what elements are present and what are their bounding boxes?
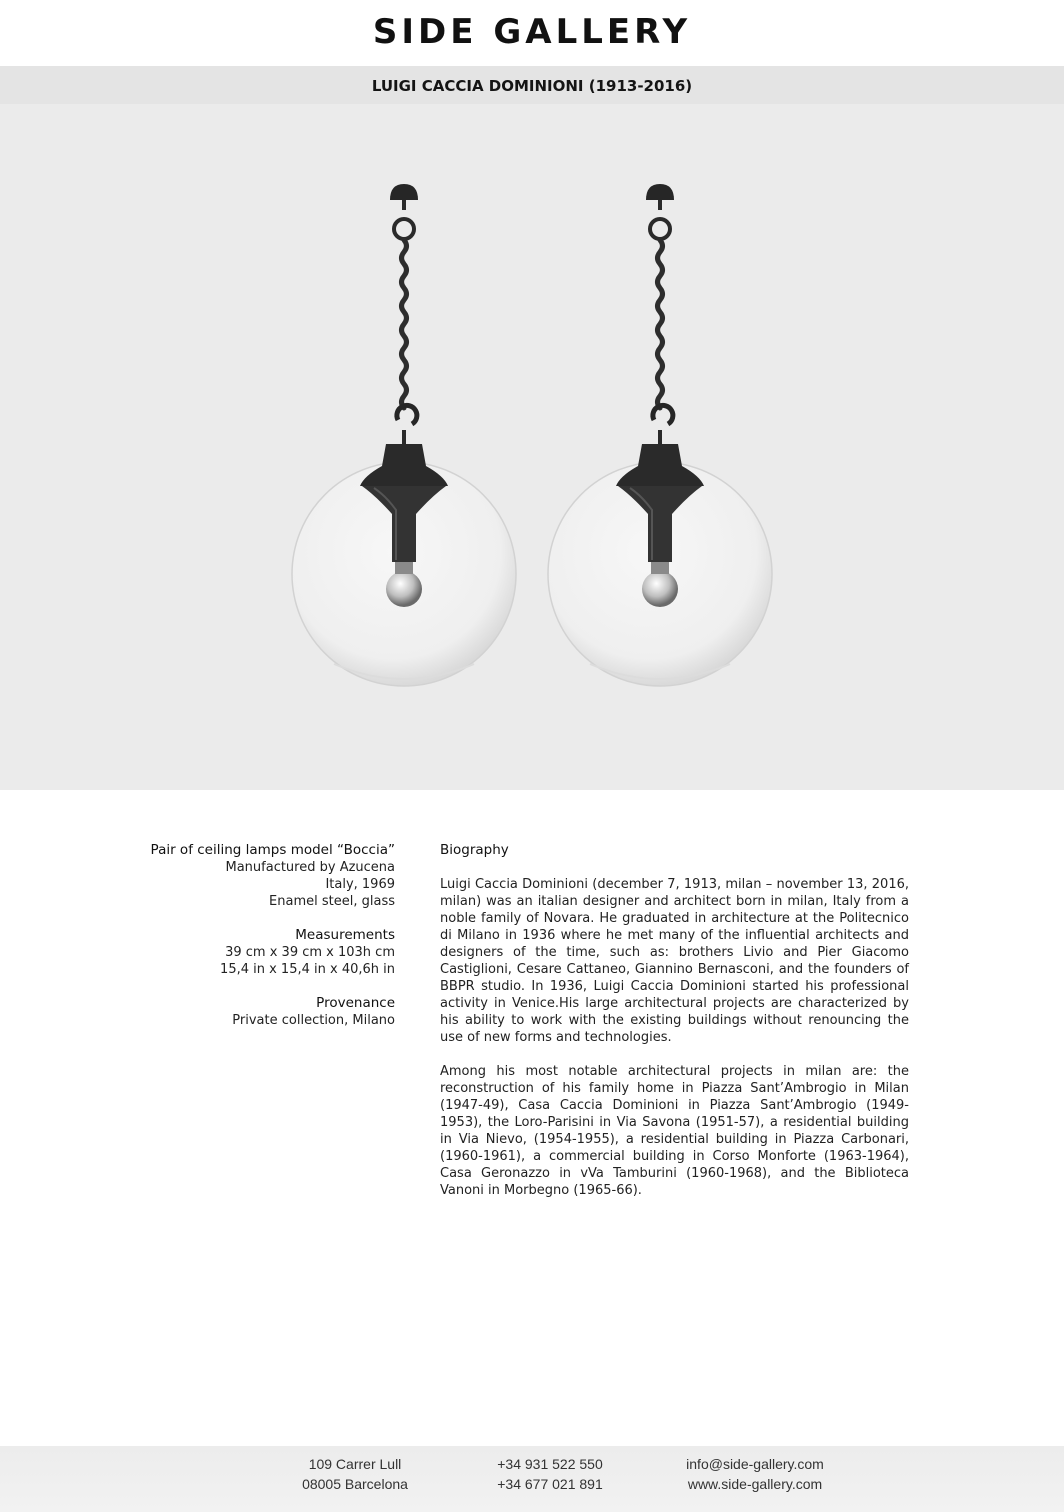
product-info <box>100 842 395 910</box>
measurements <box>100 927 395 978</box>
address-line-1: 109 Carrer Lull <box>308 1456 402 1472</box>
biography-paragraph-1: Luigi Caccia Dominioni (december 7, 1913, milan – november 13, 2016, milan) was an italian designer and architect born in milan, Italy from a noble family of Novara. He graduated in architecture at the Politecnico di Milano in 1936 where he met many of the influential architects and designers of the time, such as: brothers Livio and Pier Giacomo Castiglioni, Cesare Cattaneo, Giannino Bernasconi, and the founders of BBPR studio. In 1936, Luigi Caccia Dominioni started his professional activity in Venice.His large architectural projects are characterized by his ability to work with the existing buildings without renouncing the use of new forms and technologies. <box>440 877 909 1045</box>
provenance-label: Provenance <box>316 995 395 1011</box>
footer-contact <box>670 1454 840 1494</box>
manufacturer: Manufactured by Azucena <box>225 860 395 875</box>
phone-2[interactable]: +34 677 021 891 <box>497 1476 603 1492</box>
phone-1[interactable]: +34 931 522 550 <box>497 1456 603 1472</box>
artist-heading: LUIGI CACCIA DOMINIONI (1913-2016) <box>0 66 1064 104</box>
footer-address <box>290 1454 420 1494</box>
footer <box>0 1446 1064 1512</box>
product-details <box>100 842 395 1046</box>
product-title: Pair of ceiling lamps model “Boccia” <box>150 842 395 858</box>
biography <box>440 842 909 1216</box>
measurements-cm: 39 cm x 39 cm x 103h cm <box>225 945 395 960</box>
measurements-label: Measurements <box>295 927 395 943</box>
biography-paragraph-2: Among his most notable architectural projects in milan are: the reconstruction of his family home in Piazza Sant’Ambrogio in Milan (1947-49), Casa Caccia Dominioni in Piazza Sant’Ambrogio (1949-1953), the Loro-Parisini in Via Savona (1951-57), a residential building in Via Nievo, (1954-1955), a residential building in Piazza Carbonari, (1960-1961), a commercial building in Corso Monforte (1963-1964), Casa Geronazzo in vVa Tamburini (1960-1968), and the Biblioteca Vanoni in Morbegno (1965-66). <box>440 1064 909 1198</box>
lamp-right <box>548 184 772 686</box>
materials: Enamel steel, glass <box>269 894 395 909</box>
provenance-value: Private collection, Milano <box>232 1013 395 1028</box>
footer-phones <box>480 1454 620 1494</box>
biography-heading: Biography <box>440 842 509 858</box>
address-line-2: 08005 Barcelona <box>302 1476 408 1492</box>
provenance <box>100 995 395 1029</box>
email-link[interactable]: info@side-gallery.com <box>686 1456 824 1472</box>
website-link[interactable]: www.side-gallery.com <box>687 1476 823 1492</box>
measurements-in: 15,4 in x 15,4 in x 40,6h in <box>220 962 395 977</box>
origin: Italy, 1969 <box>325 877 395 892</box>
product-photo <box>0 104 1064 790</box>
brand-logo-text: SIDE GALLERY <box>372 12 692 52</box>
lamp-left <box>292 184 516 686</box>
